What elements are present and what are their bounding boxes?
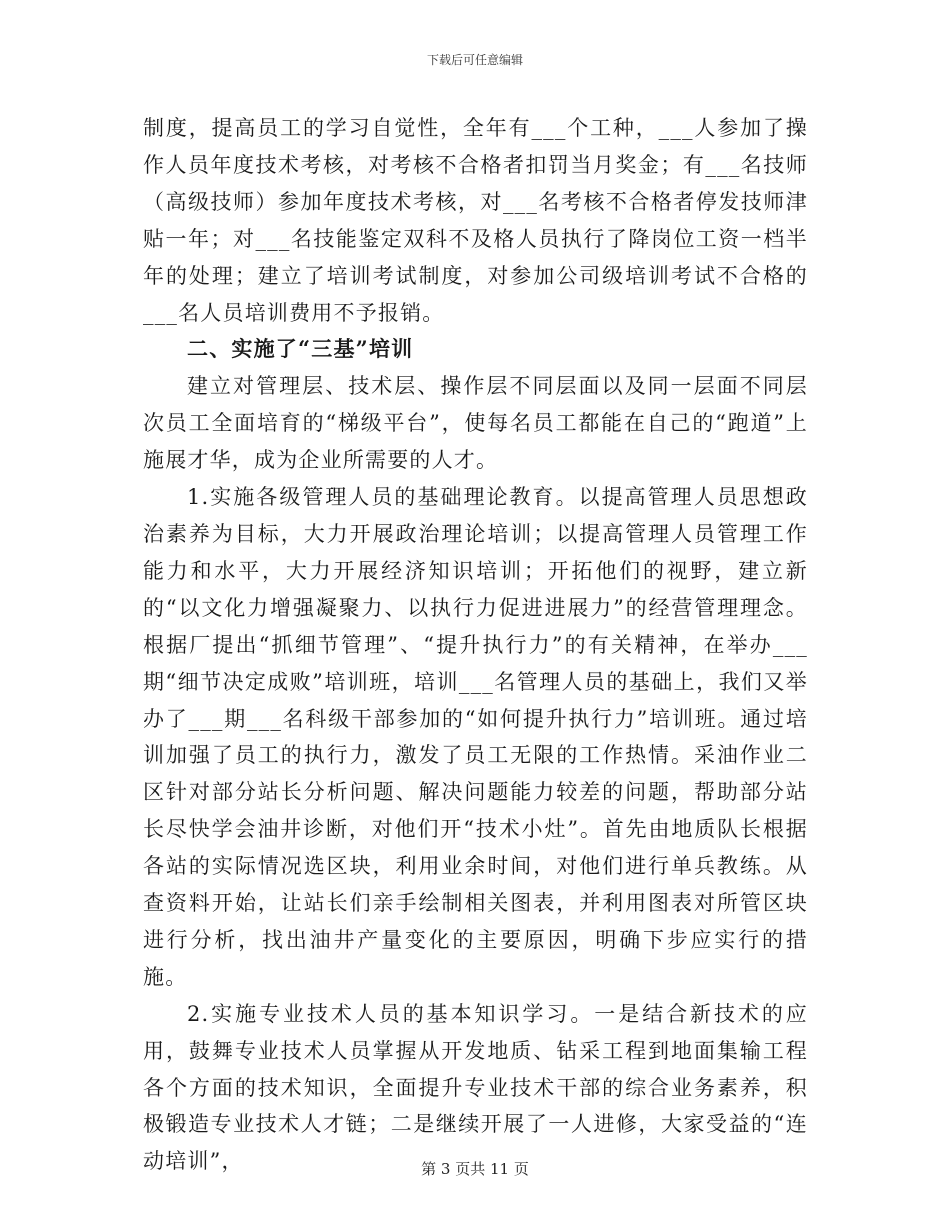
document-body (143, 110, 808, 1180)
paragraph-exam-system: 制度，提高员工的学习自觉性，全年有___个工种，___人参加了操作人员年度技术考核，对考核不合格者扣罚当月奖金；有___名技师（高级技师）参加年度技术考核，对___名考核不合格者停发技师津贴一年；对___名技能鉴定双科不及格人员执行了降岗位工资一档半年的处理；建立了培训考试制度，对参加公司级培训考试不合格的___名人员培训费用不予报销。 (143, 116, 808, 325)
page-header: 下载后可任意编辑 (426, 53, 523, 67)
paragraph-ladder-platform: 建立对管理层、技术层、操作层不同层面以及同一层面不同层次员工全面培育的“梯级平台”，使每名员工都能在自己的“跑道”上施展才华，成为企业所需要的人才。 (143, 374, 808, 473)
paragraph-management-education: 1.实施各级管理人员的基础理论教育。以提高管理人员思想政治素养为目标，大力开展政治理论培训；以提高管理人员管理工作能力和水平，大力开展经济知识培训；开拓他们的视野，建立新的“以文化力增强凝聚力、以执行力促进进展力”的经营管理理念。根据厂提出“抓细节管理”、“提升执行力”的有关精神，在举办___期“细节决定成败”培训班，培训___名管理人员的基础上，我们又举办了___期___名科级干部参加的“如何提升执行力”培训班。通过培训加强了员工的执行力，激发了员工无限的工作热情。采油作业二区针对部分站长分析问题、解决问题能力较差的问题，帮助部分站长尽快学会油井诊断，对他们开“技术小灶”。首先由地质队长根据各站的实际情况选区块，利用业余时间，对他们进行单兵教练。从查资料开始，让站长们亲手绘制相关图表，并利用图表对所管区块进行分析，找出油井产量变化的主要原因，明确下步应实行的措施。 (143, 485, 808, 989)
paragraph-technical-learning: 2.实施专业技术人员的基本知识学习。一是结合新技术的应用，鼓舞专业技术人员掌握从开发地质、钻采工程到地面集输工程各个方面的技术知识，全面提升专业技术干部的综合业务素养，积极锻造专业技术人才链；二是继续开展了一人进修，大家受益的“连动培训”， (143, 1001, 808, 1174)
section-heading-three-basics: 二、实施了“三基”培训 (187, 336, 414, 362)
page-number-footer: 第 3 页共 11 页 (421, 1160, 529, 1178)
